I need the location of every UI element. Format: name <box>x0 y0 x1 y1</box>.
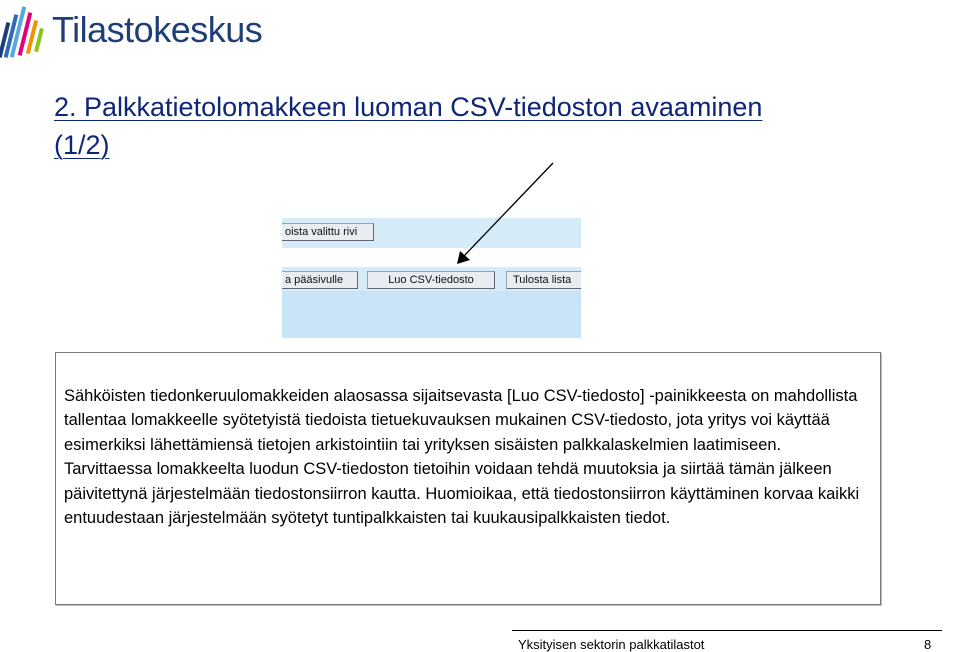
footer-title: Yksityisen sektorin palkkatilastot <box>518 637 705 652</box>
logo-wordmark: Tilastokeskus <box>52 9 263 50</box>
slide-title: 2. Palkkatietolomakkeen luoman CSV-tiedoston avaaminen (1/2) <box>54 92 763 160</box>
print-list-button[interactable]: Tulosta lista <box>506 271 581 289</box>
back-to-main-page-button[interactable]: a pääsivulle <box>282 271 358 289</box>
description-text: Sähköisten tiedonkeruulomakkeiden alaosassa sijaitsevasta [Luo CSV-tiedosto] -painikkeesta on mahdollista tallentaa lomakkeelle syötetyistä tiedoista tietuekuvauksen mukainen CSV-tiedosto, jota yritys voi käyttää esimerkiksi lähettämiensä tietojen arkistointiin tai yrityksen sisäisten palkkalaskelmien laatimiseen. Tarvittaessa lomakkeelta luodun CSV-tiedoston tietoihin voidaan tehdä muutoksia ja siirtää tämän jälkeen päivitettynä järjestelmään tiedostonsiirron kautta. Huomioikaa, että tiedostonsiirron käyttäminen korvaa kaikki entuudestaan järjestelmään syötetyt tuntipalkkaisten tai kuukausipalkkaisten tiedot. <box>64 387 860 528</box>
delete-selected-row-button[interactable]: oista valittu rivi <box>282 223 374 241</box>
create-csv-button[interactable]: Luo CSV-tiedosto <box>367 271 495 289</box>
footer-divider <box>512 630 942 631</box>
page-number: 8 <box>924 637 932 652</box>
description-box <box>55 352 881 605</box>
